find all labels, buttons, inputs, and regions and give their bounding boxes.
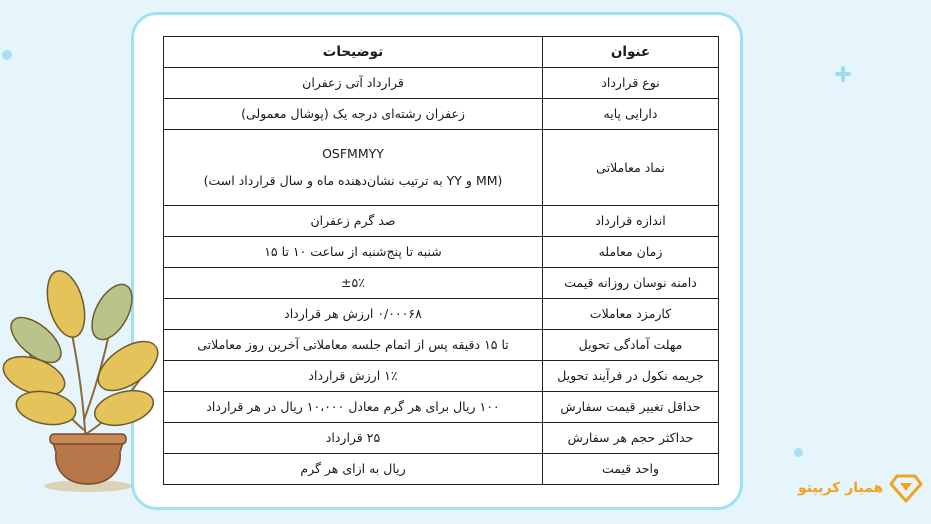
row-description: ±۵٪ [164,268,543,299]
row-title: جریمه نکول در فرآیند تحویل [543,361,719,392]
row-title: دامنه نوسان روزانه قیمت [543,268,719,299]
row-title: اندازه قرارداد [543,206,719,237]
decor-dot [794,448,803,457]
table-row [164,330,719,361]
diamond-logo-icon [889,473,923,503]
row-description: ۱٪ ارزش قرارداد [164,361,543,392]
table-row [164,68,719,99]
table-row [164,299,719,330]
row-title: زمان معامله [543,237,719,268]
table-row [164,423,719,454]
row-description: ۰/۰۰۰۶۸ ارزش هر قرارداد [164,299,543,330]
row-title: نوع قرارداد [543,68,719,99]
row-title: واحد قیمت [543,454,719,485]
brand-name: همیار کریپتو [798,480,884,496]
row-title: دارایی پایه [543,99,719,130]
row-title: کارمزد معاملات [543,299,719,330]
table-row [164,206,719,237]
row-title: نماد معاملاتی [543,130,719,206]
row-title: حداقل تغییر قیمت سفارش [543,392,719,423]
row-title: مهلت آمادگی تحویل [543,330,719,361]
row-description: ریال به ازای هر گرم [164,454,543,485]
decor-dot [2,50,12,60]
row-description: ۲۵ قرارداد [164,423,543,454]
row-description: ۱۰۰ ریال برای هر گرم معادل ۱۰،۰۰۰ ریال در هر قرارداد [164,392,543,423]
row-description [164,130,543,206]
header-description: توضیحات [164,37,543,68]
symbol-code: OSFMMYY [322,146,384,161]
plant-illustration [0,270,170,495]
table-row [164,392,719,423]
table-row [164,99,719,130]
row-title: حداکثر حجم هر سفارش [543,423,719,454]
row-description: صد گرم زعفران [164,206,543,237]
header-title: عنوان [543,37,719,68]
brand-logo [798,472,923,504]
row-description: زعفران رشته‌ای درجه یک (پوشال معمولی) [164,99,543,130]
table-row [164,130,719,206]
table-row [164,454,719,485]
row-description: قرارداد آتی زعفران [164,68,543,99]
table-row [164,237,719,268]
table-row [164,268,719,299]
row-description: شنبه تا پنج‌شنبه از ساعت ۱۰ تا ۱۵ [164,237,543,268]
row-description: تا ۱۵ دقیقه پس از اتمام جلسه معاملاتی آخرین روز معاملاتی [164,330,543,361]
contract-spec-table [163,36,719,485]
table-row [164,361,719,392]
decor-plus-icon [835,66,851,82]
symbol-explanation: (MM و YY به ترتیب نشان‌دهنده ماه و سال قرارداد است) [203,173,503,188]
table-header-row [164,37,719,68]
